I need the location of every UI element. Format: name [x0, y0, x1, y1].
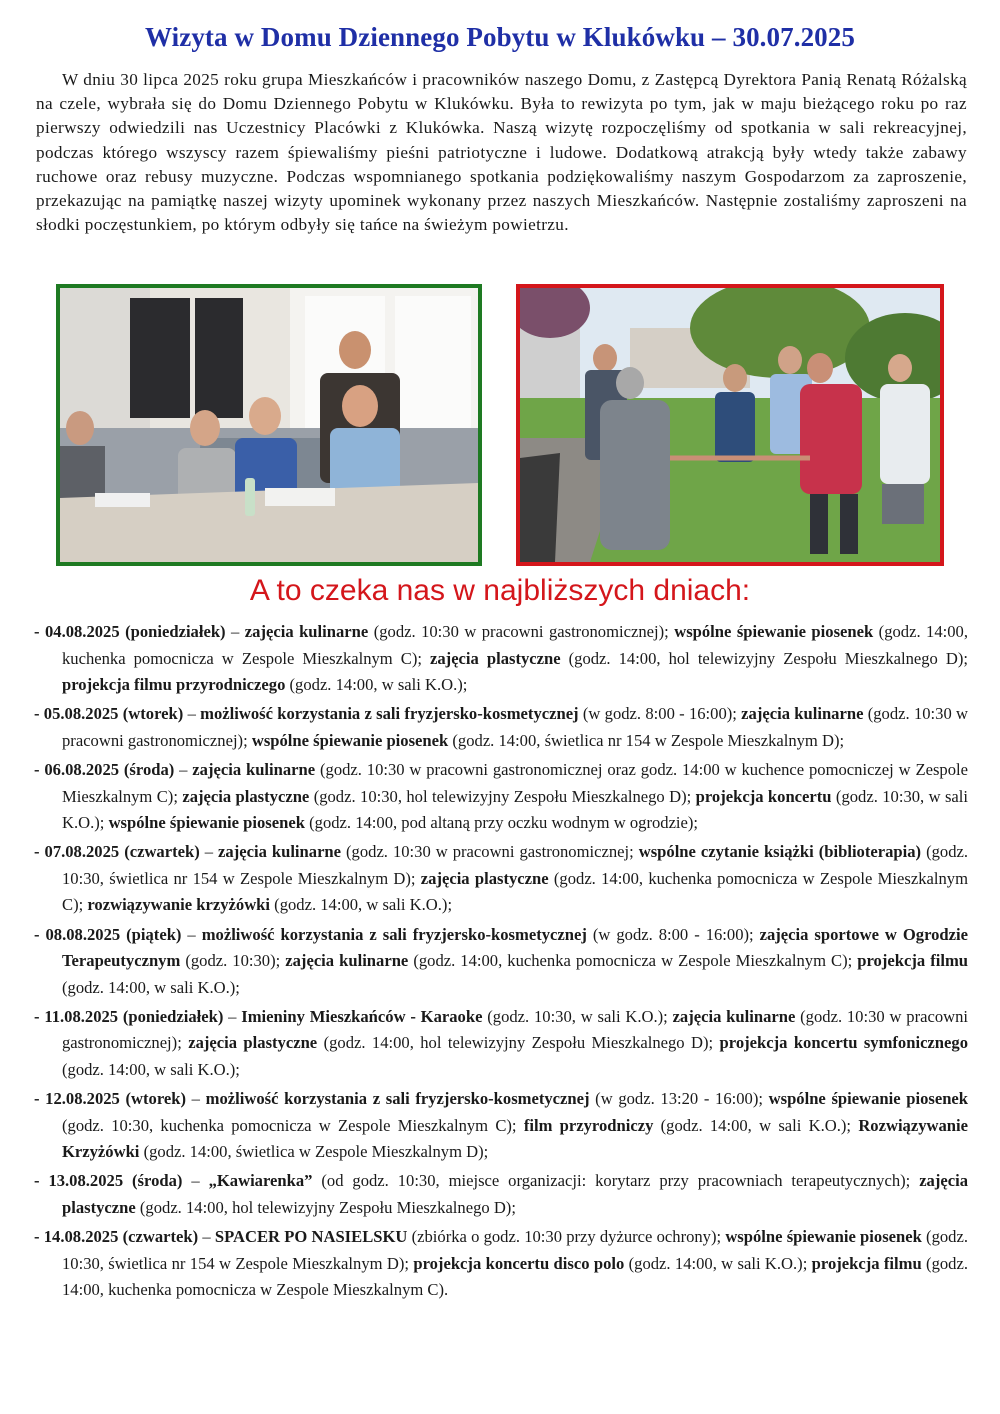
- schedule-item-text: (godz. 10:30);: [180, 951, 286, 971]
- schedule-list: [34, 619, 968, 1306]
- schedule-item-highlight: zajęcia kulinarne: [285, 951, 409, 971]
- schedule-item-text: (w godz. 13:20 - 16:00);: [589, 1089, 769, 1109]
- schedule-item-highlight: projekcja koncertu disco polo: [413, 1253, 625, 1273]
- schedule-item-highlight: zajęcia plastyczne: [62, 1171, 969, 1217]
- schedule-item-highlight: projekcja filmu: [857, 951, 968, 971]
- schedule-item-highlight: możliwość korzystania z sali fryzjersko-kosmetycznej: [200, 704, 579, 724]
- schedule-item-text: –: [199, 842, 219, 862]
- schedule-item-highlight: zajęcia plastyczne: [420, 868, 549, 888]
- schedule-item-highlight: projekcja koncertu: [695, 786, 832, 806]
- page-title: Wizyta w Domu Dziennego Pobytu w Klukówku – 30.07.2025: [145, 22, 855, 52]
- schedule-item-text: (godz. 14:00, w sali K.O.);: [62, 977, 240, 997]
- schedule-item-text: –: [198, 1227, 215, 1247]
- schedule-item-highlight: zajęcia plastyczne: [182, 786, 310, 806]
- schedule-item-highlight: „Kawiarenka”: [208, 1171, 313, 1191]
- schedule-item-highlight: zajęcia kulinarne: [741, 704, 864, 724]
- schedule-item-text: (godz. 10:30, świetlica nr 154 w Zespole Mieszkalnym D);: [62, 1227, 968, 1273]
- schedule-item-highlight: możliwość korzystania z sali fryzjersko-kosmetycznej: [201, 924, 587, 944]
- schedule-item-highlight: zajęcia kulinarne: [672, 1006, 796, 1026]
- schedule-item-text: (godz. 10:30, kuchenka pomocnicza w Zespole Mieszkalnym C);: [62, 1115, 524, 1135]
- schedule-item-text: (godz. 14:00, kuchenka pomocnicza w Zespole Mieszkalnym C);: [62, 868, 968, 915]
- schedule-item-highlight: wspólne śpiewanie piosenek: [251, 730, 449, 750]
- schedule-item-highlight: rozwiązywanie krzyżówki: [87, 895, 271, 915]
- indoor-photo-illustration: [60, 288, 478, 562]
- schedule-item-text: –: [186, 1089, 206, 1109]
- schedule-item-text: (zbiórka o godz. 10:30 przy dyżurce ochrony);: [407, 1227, 726, 1247]
- schedule-item-text: (od godz. 10:30, miejsce organizacji: korytarz przy pracowniach terapeutycznych);: [312, 1171, 920, 1191]
- schedule-item-text: (godz. 10:30 w pracowni gastronomicznej);: [368, 622, 675, 641]
- schedule-item-text: –: [181, 924, 202, 944]
- schedule-item-text: (godz. 10:30, hol telewizyjny Zespołu Mieszkalnego D);: [309, 786, 696, 806]
- schedule-item-text: (godz. 14:00, kuchenka pomocnicza w Zespole Mieszkalnym C).: [62, 1253, 968, 1300]
- schedule-item-text: (godz. 14:00, w sali K.O.);: [62, 1060, 240, 1079]
- schedule-item-text: (godz. 10:30, w sali K.O.);: [62, 786, 969, 833]
- schedule-item-highlight: projekcja filmu przyrodniczego: [62, 675, 286, 695]
- schedule-item-highlight: zajęcia kulinarne: [218, 842, 342, 862]
- schedule-item-highlight: wspólne śpiewanie piosenek: [674, 622, 874, 641]
- schedule-item-text: (godz. 14:00, świetlica w Zespole Mieszkalnym D);: [139, 1142, 489, 1162]
- schedule-item-highlight: projekcja koncertu symfonicznego: [719, 1033, 968, 1053]
- schedule-item-highlight: zajęcia plastyczne: [188, 1033, 318, 1053]
- schedule-item-highlight: możliwość korzystania z sali fryzjersko-kosmetycznej: [205, 1089, 590, 1109]
- schedule-item-text: (godz. 14:00, świetlica nr 154 w Zespole Mieszkalnym D);: [448, 730, 845, 750]
- outdoor-photo-illustration: [520, 288, 940, 562]
- schedule-item-text: (godz. 14:00, w sali K.O.);: [653, 1115, 859, 1135]
- schedule-item-text: (godz. 10:30 w pracowni gastronomicznej;: [341, 842, 639, 862]
- schedule-item-highlight: wspólne śpiewanie piosenek: [725, 1227, 922, 1247]
- schedule-item: [34, 1004, 968, 1084]
- schedule-item-text: (godz. 14:00, w sali K.O.);: [285, 675, 468, 695]
- schedule-item-text: –: [225, 622, 245, 641]
- schedule-item-highlight: Rozwiązywanie Krzyżówki: [62, 1115, 968, 1162]
- schedule-item: [34, 1168, 968, 1221]
- garden-dance-photo: [516, 284, 944, 566]
- schedule-item-text: (godz. 14:00, hol telewizyjny Zespołu Mieszkalnego D);: [135, 1197, 516, 1217]
- upcoming-events-heading: A to czeka nas w najbliższych dniach:: [249, 574, 751, 607]
- schedule-item-text: –: [223, 1006, 242, 1026]
- schedule-item-text: (godz. 10:30 w pracowni gastronomicznej);: [62, 704, 969, 750]
- schedule-item-text: (godz. 10:30, w sali K.O.);: [482, 1006, 673, 1026]
- schedule-item-highlight: - 11.08.2025 (poniedziałek): [34, 1006, 224, 1026]
- schedule-item-highlight: - 04.08.2025 (poniedziałek): [34, 622, 226, 641]
- schedule-item-text: (godz. 10:30 w pracowni gastronomicznej);: [62, 1006, 969, 1053]
- schedule-item-highlight: wspólne śpiewanie piosenek: [768, 1089, 969, 1109]
- intro-paragraph: W dniu 30 lipca 2025 roku grupa Mieszkańców i pracowników naszego Domu, z Zastępcą Dyrektora Panią Renatą Różalską na czele, wybrała się do Domu Dziennego Pobytu w Klukówku. Była to rewizyta po tym, jak w maju bieżącego roku po raz pierwszy odwiedzili nas Uczestnicy Placówki z Klukówka. Naszą wizytę rozpoczęliśmy od spotkania w sali rekreacyjnej, podczas którego wszyscy razem śpiewaliśmy pieśni patriotyczne i ludowe. Dodatkową atrakcją były wtedy także zabawy ruchowe oraz rebusy muzyczne. Podczas wspomnianego spotkania podziękowaliśmy naszym Gospodarzom za zaproszenie, przekazując na pamiątkę naszej wizyty upominek wykonany przez naszych Mieszkańców. Następnie zostaliśmy zaproszeni na słodki poczęstunkiem, po którym odbyły się tańce na świeżym powietrzu.: [36, 70, 967, 235]
- schedule-item-text: (w godz. 8:00 - 16:00);: [586, 924, 760, 944]
- schedule-item-highlight: - 14.08.2025 (czwartek): [34, 1227, 199, 1247]
- schedule-item-text: –: [183, 704, 201, 724]
- schedule-item-text: –: [174, 759, 193, 779]
- schedule-item-text: (godz. 14:00, w sali K.O.);: [270, 895, 453, 915]
- schedule-item-highlight: - 08.08.2025 (piątek): [34, 924, 182, 944]
- schedule-item-highlight: wspólne czytanie książki (biblioterapia): [638, 842, 922, 862]
- schedule-item-text: (godz. 14:00, w sali K.O.);: [624, 1253, 812, 1273]
- schedule-item-text: (godz. 10:30 w pracowni gastronomicznej oraz godz. 14:00 w kuchence pomocniczej w Zespole Mieszkalnym C);: [62, 759, 968, 806]
- schedule-item: [34, 922, 968, 1002]
- schedule-item: [34, 701, 968, 754]
- schedule-item-highlight: zajęcia sportowe w Ogrodzie Terapeutycznym: [62, 924, 968, 971]
- schedule-item: [34, 839, 968, 919]
- schedule-item-highlight: Imieniny Mieszkańców - Karaoke: [241, 1006, 483, 1026]
- schedule-item-text: (godz. 14:00, kuchenka pomocnicza w Zespole Mieszkalnym C);: [62, 622, 968, 668]
- schedule-item: [34, 619, 968, 699]
- schedule-item-highlight: - 12.08.2025 (wtorek): [34, 1089, 187, 1109]
- schedule-item-highlight: - 05.08.2025 (wtorek): [34, 704, 184, 724]
- schedule-item-highlight: zajęcia kulinarne: [192, 759, 316, 779]
- schedule-item-highlight: - 06.08.2025 (środa): [34, 759, 175, 779]
- schedule-item-text: (godz. 14:00, pod altaną przy oczku wodnym w ogrodzie);: [304, 813, 699, 833]
- schedule-item-text: (godz. 14:00, kuchenka pomocnicza w Zespole Mieszkalnym C);: [408, 951, 858, 971]
- schedule-item: [34, 757, 968, 837]
- schedule-item-highlight: film przyrodniczy: [523, 1115, 654, 1135]
- schedule-item-highlight: zajęcia kulinarne: [244, 622, 369, 641]
- schedule-item-text: –: [182, 1171, 209, 1191]
- schedule-item-text: (godz. 14:00, hol telewizyjny Zespołu Mieszkalnego D);: [560, 648, 968, 668]
- schedule-item-highlight: - 07.08.2025 (czwartek): [34, 842, 200, 862]
- schedule-item-text: (godz. 10:30, świetlica nr 154 w Zespole Mieszkalnym D);: [62, 842, 969, 888]
- schedule-item-highlight: zajęcia plastyczne: [430, 648, 561, 668]
- schedule-item-text: (w godz. 8:00 - 16:00);: [578, 704, 742, 724]
- schedule-item: [34, 1086, 968, 1166]
- schedule-item-highlight: wspólne śpiewanie piosenek: [108, 813, 305, 833]
- schedule-item-highlight: SPACER PO NASIELSKU: [214, 1227, 408, 1247]
- schedule-item-highlight: - 13.08.2025 (środa): [34, 1171, 183, 1191]
- schedule-item-highlight: projekcja filmu: [811, 1253, 922, 1273]
- indoor-meeting-photo: [56, 284, 482, 566]
- schedule-item: [34, 1224, 968, 1304]
- schedule-item-text: (godz. 14:00, hol telewizyjny Zespołu Mieszkalnego D);: [317, 1033, 720, 1053]
